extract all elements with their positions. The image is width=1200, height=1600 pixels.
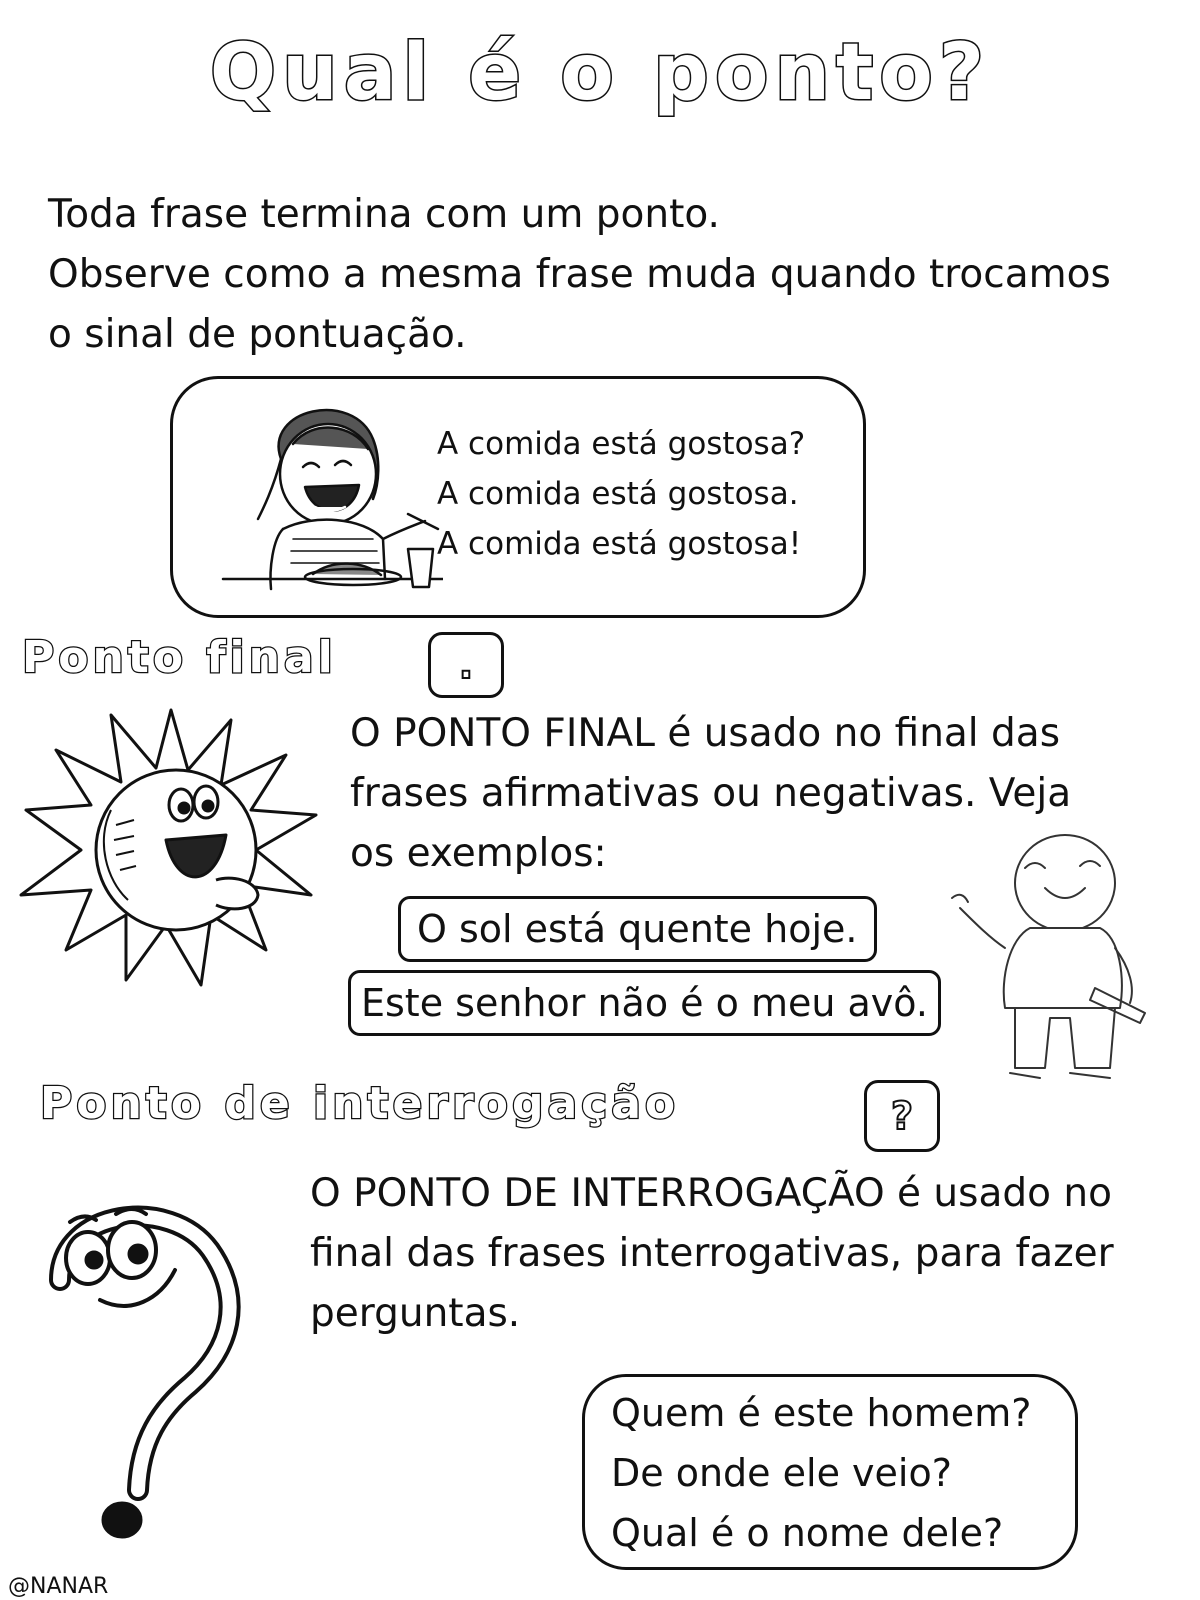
example-sentence: A comida está gostosa.: [437, 476, 799, 512]
question-mark-character-icon: [40, 1200, 260, 1580]
example-box: [170, 376, 866, 618]
example-sentences: [437, 419, 805, 569]
example-sentence: A comida está gostosa!: [437, 526, 802, 562]
section-title-ponto-interrogacao: Ponto de interrogação: [40, 1078, 680, 1129]
question-sentences: [611, 1383, 1031, 1563]
question-sentence: Qual é o nome dele?: [611, 1511, 1004, 1555]
paragraph-line: O PONTO FINAL é usado no final das: [350, 711, 1061, 756]
question-mark-box: ?: [864, 1080, 940, 1152]
girl-eating-icon: [203, 389, 443, 599]
intro-line: Toda frase termina com um ponto.: [48, 192, 720, 237]
paragraph-line: os exemplos:: [350, 831, 607, 876]
question-sentence: De onde ele veio?: [611, 1451, 952, 1495]
intro-paragraph: [48, 185, 1111, 365]
question-examples-box: [582, 1374, 1078, 1570]
paragraph-line: O PONTO DE INTERROGAÇÃO é usado no: [310, 1171, 1112, 1216]
intro-line: Observe como a mesma frase muda quando trocamos: [48, 252, 1111, 297]
paragraph-line: frases afirmativas ou negativas. Veja: [350, 771, 1072, 816]
intro-line: o sinal de pontuação.: [48, 312, 467, 357]
page-title: Qual é o ponto?: [209, 28, 991, 118]
section-title-ponto-final: Ponto final: [22, 632, 337, 683]
section-interrogacao-paragraph: [310, 1164, 1114, 1344]
author-credit: @NANAR: [8, 1574, 109, 1599]
paragraph-line: final das frases interrogativas, para fazer: [310, 1231, 1114, 1276]
example-sentence-box: Este senhor não é o meu avô.: [348, 970, 941, 1036]
example-sentence: A comida está gostosa?: [437, 426, 806, 462]
smiling-sun-icon: [16, 700, 326, 990]
question-sentence: Quem é este homem?: [611, 1391, 1032, 1435]
paragraph-line: perguntas.: [310, 1291, 521, 1336]
old-man-icon: [950, 828, 1170, 1098]
example-sentence-box: O sol está quente hoje.: [398, 896, 877, 962]
period-mark-box: .: [428, 632, 504, 698]
